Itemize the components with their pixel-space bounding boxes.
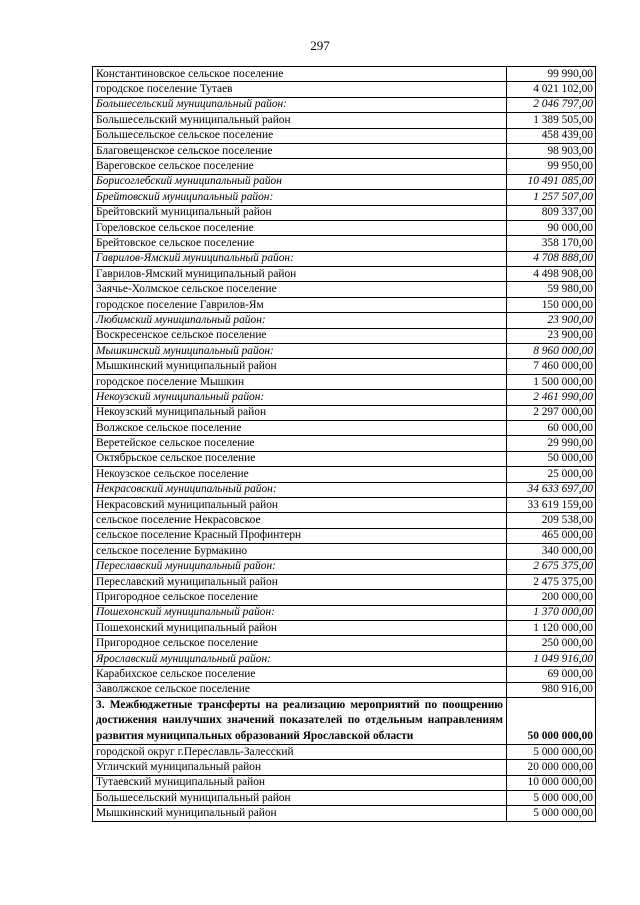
recipient-name: Пошехонский муниципальный район: (93, 605, 507, 620)
table-row (93, 405, 596, 420)
table-row (93, 190, 596, 205)
recipient-name: Переславский муниципальный район: (93, 559, 507, 574)
recipient-name: Октябрьское сельское поселение (93, 451, 507, 466)
table-row (93, 251, 596, 266)
section-total: 50 000 000,00 (507, 698, 596, 745)
table-row (93, 806, 596, 821)
table-row (93, 559, 596, 574)
recipient-name: Гаврилов-Ямский муниципальный район: (93, 251, 507, 266)
table-row (93, 236, 596, 251)
recipient-name: Константиновское сельское поселение (93, 67, 507, 82)
table-row (93, 636, 596, 651)
table-row (93, 451, 596, 466)
recipient-name: Заячье-Холмское сельское поселение (93, 282, 507, 297)
amount-value: 60 000,00 (507, 420, 596, 435)
recipient-name: Большесельский муниципальный район (93, 791, 507, 806)
recipient-name: сельское поселение Бурмакино (93, 544, 507, 559)
table-row (93, 328, 596, 343)
recipient-name: Тутаевский муниципальный район (93, 775, 507, 790)
amount-value: 465 000,00 (507, 528, 596, 543)
amount-value: 2 046 797,00 (507, 97, 596, 112)
recipient-name: городское поселение Тутаев (93, 82, 507, 97)
recipient-name: Мышкинский муниципальный район (93, 806, 507, 821)
amount-value: 4 498 908,00 (507, 267, 596, 282)
page-number: 297 (310, 38, 330, 53)
recipient-name: Карабихское сельское поселение (93, 667, 507, 682)
recipient-name: Некоузское сельское поселение (93, 467, 507, 482)
amount-value: 458 439,00 (507, 128, 596, 143)
amount-value: 1 257 507,00 (507, 190, 596, 205)
table-row (93, 621, 596, 636)
amount-value: 250 000,00 (507, 636, 596, 651)
recipient-name: Брейтовское сельское поселение (93, 236, 507, 251)
table-row (93, 344, 596, 359)
recipient-name: Угличский муниципальный район (93, 760, 507, 775)
recipient-name: сельское поселение Красный Профинтерн (93, 528, 507, 543)
table-row (93, 174, 596, 189)
recipient-name: Пригородное сельское поселение (93, 636, 507, 651)
table-row (93, 436, 596, 451)
amount-value: 23 900,00 (507, 313, 596, 328)
table-row (93, 128, 596, 143)
table-row (93, 267, 596, 282)
amount-value: 99 990,00 (507, 67, 596, 82)
recipient-name: Некоузский муниципальный район: (93, 390, 507, 405)
amount-value: 5 000 000,00 (507, 791, 596, 806)
recipient-name: Некрасовский муниципальный район: (93, 482, 507, 497)
amount-value: 10 000 000,00 (507, 775, 596, 790)
recipient-name: Воскресенское сельское поселение (93, 328, 507, 343)
recipient-name: городской округ г.Переславль-Залесский (93, 744, 507, 759)
amount-value: 2 675 375,00 (507, 559, 596, 574)
recipient-name: Некрасовский муниципальный район (93, 497, 507, 512)
amount-value: 8 960 000,00 (507, 344, 596, 359)
recipient-name: Пригородное сельское поселение (93, 590, 507, 605)
table-row (93, 791, 596, 806)
recipient-name: Борисоглебский муниципальный район (93, 174, 507, 189)
table-row (93, 590, 596, 605)
table-row (93, 205, 596, 220)
amount-value: 59 980,00 (507, 282, 596, 297)
amount-value: 4 708 888,00 (507, 251, 596, 266)
recipient-name: Некоузский муниципальный район (93, 405, 507, 420)
recipient-name: Большесельский муниципальный район: (93, 97, 507, 112)
recipient-name: Волжское сельское поселение (93, 420, 507, 435)
amount-value: 2 475 375,00 (507, 574, 596, 589)
amount-value: 98 903,00 (507, 143, 596, 158)
amount-value: 25 000,00 (507, 467, 596, 482)
amount-value: 1 370 000,00 (507, 605, 596, 620)
amount-value: 2 297 000,00 (507, 405, 596, 420)
amount-value: 209 538,00 (507, 513, 596, 528)
table-row (93, 359, 596, 374)
recipient-name: Мышкинский муниципальный район (93, 359, 507, 374)
amount-value: 5 000 000,00 (507, 744, 596, 759)
section-row (93, 698, 596, 745)
amount-value: 34 633 697,00 (507, 482, 596, 497)
table-row (93, 605, 596, 620)
recipient-name: Переславский муниципальный район (93, 574, 507, 589)
amount-value: 1 120 000,00 (507, 621, 596, 636)
recipient-name: Заволжское сельское поселение (93, 682, 507, 697)
recipient-name: Большесельское сельское поселение (93, 128, 507, 143)
recipient-name: Благовещенское сельское поселение (93, 143, 507, 158)
amount-value: 23 900,00 (507, 328, 596, 343)
recipient-name: Гореловское сельское поселение (93, 220, 507, 235)
table-row (93, 97, 596, 112)
amount-value: 50 000,00 (507, 451, 596, 466)
table-row (93, 775, 596, 790)
recipient-name: Гаврилов-Ямский муниципальный район (93, 267, 507, 282)
recipient-name: Вареговское сельское поселение (93, 159, 507, 174)
amount-value: 29 990,00 (507, 436, 596, 451)
table-row (93, 313, 596, 328)
table-row (93, 113, 596, 128)
amount-value: 90 000,00 (507, 220, 596, 235)
table-row (93, 744, 596, 759)
amount-value: 5 000 000,00 (507, 806, 596, 821)
amount-value: 980 916,00 (507, 682, 596, 697)
table-row (93, 282, 596, 297)
amount-value: 1 389 505,00 (507, 113, 596, 128)
table-row (93, 220, 596, 235)
amount-value: 1 049 916,00 (507, 651, 596, 666)
recipient-name: городское поселение Гаврилов-Ям (93, 297, 507, 312)
table-row (93, 67, 596, 82)
section-title: 3. Межбюджетные трансферты на реализацию мероприятий по поощрению достижения наилучших значений показателей по отдельным направлениям развития муниципальных образований Ярославской области (93, 698, 507, 745)
amount-value: 1 500 000,00 (507, 374, 596, 389)
recipient-name: Пошехонский муниципальный район (93, 621, 507, 636)
recipient-name: Мышкинский муниципальный район: (93, 344, 507, 359)
amount-value: 809 337,00 (507, 205, 596, 220)
amount-value: 7 460 000,00 (507, 359, 596, 374)
table-row (93, 544, 596, 559)
amount-value: 358 170,00 (507, 236, 596, 251)
table-row (93, 667, 596, 682)
recipient-name: Большесельский муниципальный район (93, 113, 507, 128)
table-row (93, 143, 596, 158)
table-row (93, 528, 596, 543)
table-row (93, 651, 596, 666)
amount-value: 10 491 085,00 (507, 174, 596, 189)
recipient-name: Любимский муниципальный район: (93, 313, 507, 328)
table-row (93, 482, 596, 497)
recipient-name: Ярославский муниципальный район: (93, 651, 507, 666)
table-row (93, 574, 596, 589)
table-row (93, 82, 596, 97)
amount-value: 340 000,00 (507, 544, 596, 559)
table-row (93, 467, 596, 482)
recipient-name: сельское поселение Некрасовское (93, 513, 507, 528)
recipient-name: Брейтовский муниципальный район: (93, 190, 507, 205)
amount-value: 69 000,00 (507, 667, 596, 682)
transfers-table (92, 66, 596, 822)
table-row (93, 760, 596, 775)
amount-value: 33 619 159,00 (507, 497, 596, 512)
table-row (93, 159, 596, 174)
amount-value: 200 000,00 (507, 590, 596, 605)
amount-value: 150 000,00 (507, 297, 596, 312)
table-row (93, 297, 596, 312)
recipient-name: Брейтовский муниципальный район (93, 205, 507, 220)
amount-value: 99 950,00 (507, 159, 596, 174)
amount-value: 2 461 990,00 (507, 390, 596, 405)
recipient-name: Веретейское сельское поселение (93, 436, 507, 451)
table-row (93, 497, 596, 512)
table-row (93, 374, 596, 389)
recipient-name: городское поселение Мышкин (93, 374, 507, 389)
table-row (93, 682, 596, 697)
amount-value: 4 021 102,00 (507, 82, 596, 97)
table-row (93, 420, 596, 435)
table-row (93, 390, 596, 405)
table-row (93, 513, 596, 528)
amount-value: 20 000 000,00 (507, 760, 596, 775)
